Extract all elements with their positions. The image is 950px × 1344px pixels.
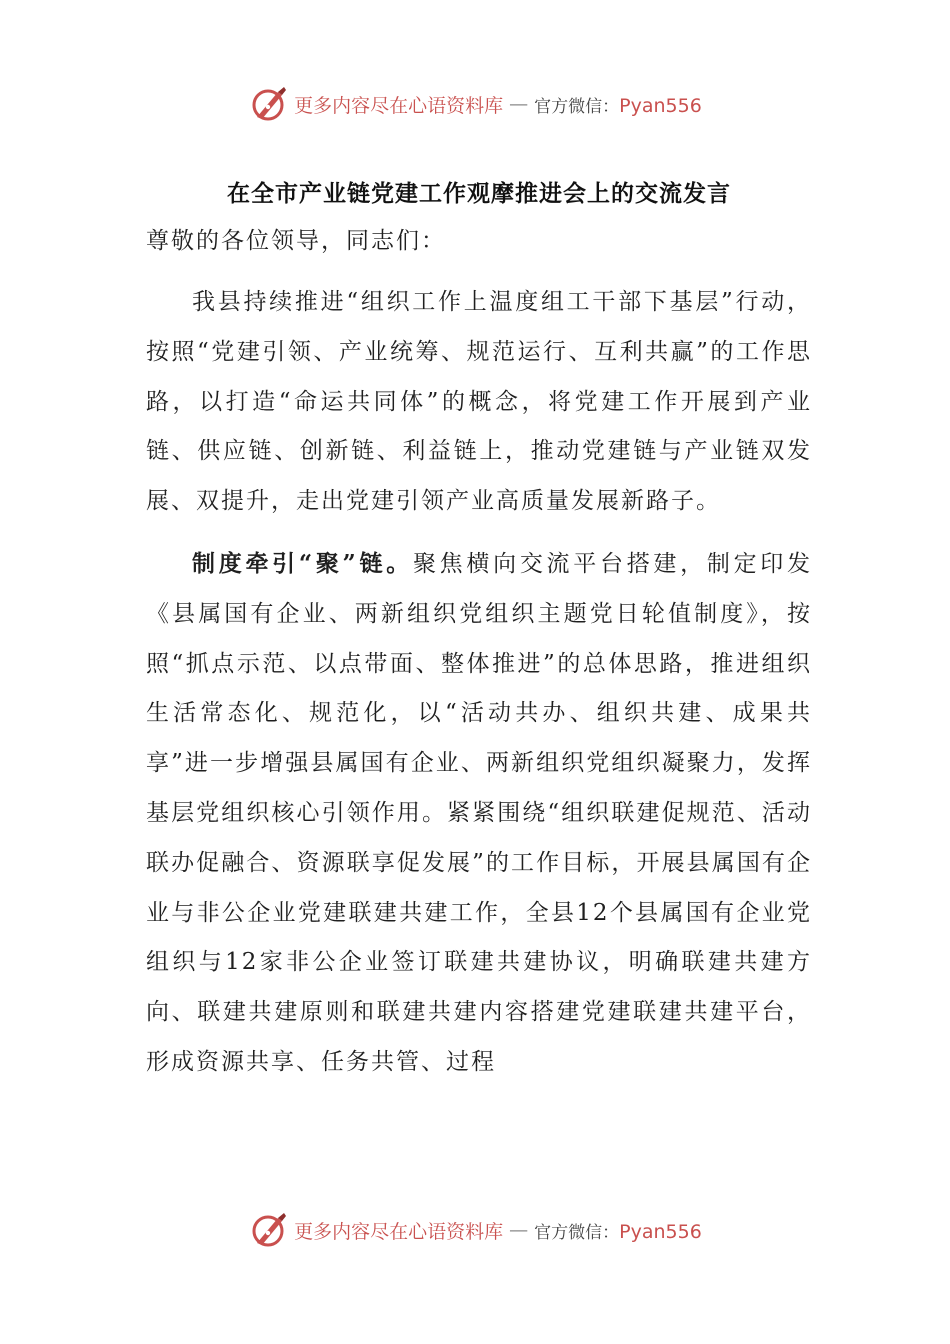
footer-watermark (0, 1208, 950, 1252)
banner-separator: — (509, 93, 529, 115)
document-title: 在全市产业链党建工作观摩推进会上的交流发言 (227, 180, 731, 207)
header-watermark (0, 82, 950, 126)
paragraph-lead: 制度牵引“聚”链。 (192, 549, 413, 577)
paragraph-system-traction (146, 539, 812, 1088)
document-body (146, 172, 812, 1100)
wechat-id: Pyan556 (619, 1220, 702, 1243)
wechat-id: Pyan556 (619, 94, 702, 117)
salutation: 尊敬的各位领导，同志们： (146, 228, 446, 254)
wechat-contact (534, 1218, 702, 1243)
paragraph-intro (146, 278, 812, 527)
wechat-label: 官方微信： (534, 1222, 620, 1243)
fountain-pen-logo-icon (248, 1210, 288, 1250)
paragraph-text: 我县持续推进“组织工作上温度组工干部下基层”行动，按照“党建引领、产业统筹、规范运行、互利共赢”的工作思路，以打造“命运共同体”的概念，将党建工作开展到产业链、供应链、创新链、利益链上，推动党建链与产业链双发展、双提升，走出党建引领产业高质量发展新路子。 (146, 289, 812, 515)
wechat-label: 官方微信： (534, 96, 620, 117)
banner-separator: — (509, 1219, 529, 1241)
fountain-pen-logo-icon (248, 84, 288, 124)
wechat-contact (534, 92, 702, 117)
brand-text: 更多内容尽在心语资料库 (294, 94, 504, 117)
paragraph-text: 聚焦横向交流平台搭建，制定印发《县属国有企业、两新组织党组织主题党日轮值制度》，按照“抓点示范、以点带面、整体推进”的总体思路，推进组织生活常态化、规范化，以“活动共办、组织共建、成果共享”进一步增强县属国有企业、两新组织党组织凝聚力，发挥基层党组织核心引领作用。紧紧围绕“组织联建促规范、活动联办促融合、资源联享促发展”的工作目标，开展县属国有企业与非公企业党建联建共建工作，全县12个县属国有企业党组织与12家非公企业签订联建共建协议，明确联建共建方向、联建共建原则和联建共建内容搭建党建联建共建平台，形成资源共享、任务共管、过程 (146, 550, 812, 1075)
brand-text: 更多内容尽在心语资料库 (294, 1220, 504, 1243)
